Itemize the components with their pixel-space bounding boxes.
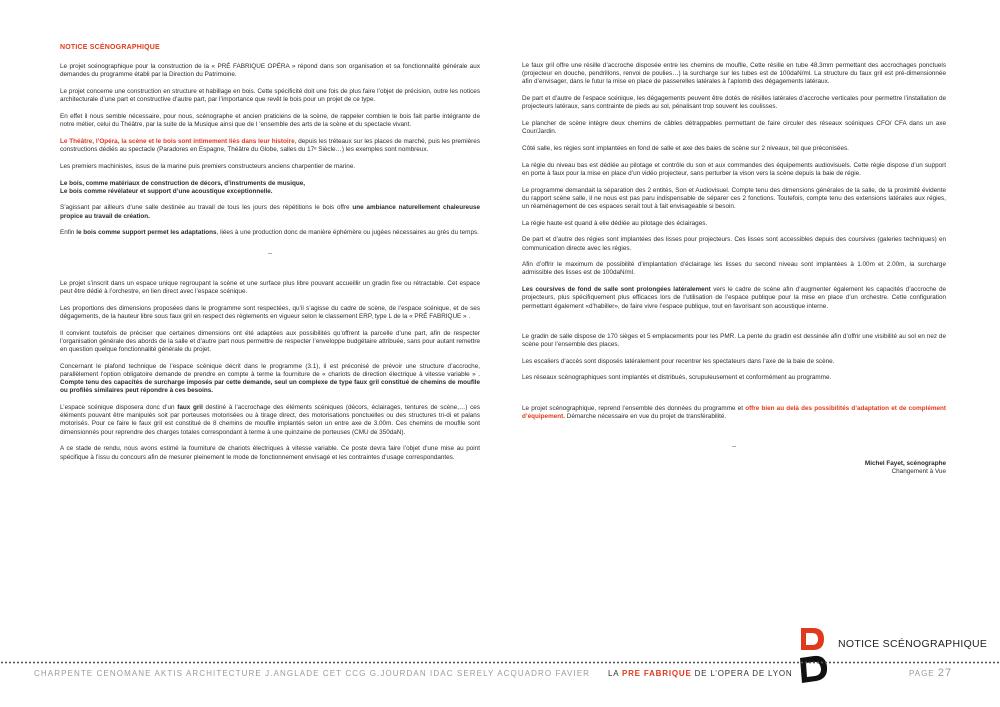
paragraph: Les coursives de fond de salle sont prolongées latéralement vers le cadre de scène afin d’augmenter également les capacités d’accroche de projecteurs, plus spécifiquement plus efficaces lors de l’utilisation de l’espace publique pour la mise en place d’un orchestre. Cette configuration permettant également «d’habiller», de faire vivre l’espace publique, tout en favorisant son acoustique interne. — [522, 286, 947, 310]
paragraph: Le projet s’inscrit dans un espace unique regroupant la scène et une surface plus libre pouvant accueillir un gradin fixe ou rétractable. Cet espace peut être dédié à l’orchestre, en lien direct avec l’espace scénique. — [60, 279, 480, 295]
paragraph: Le plancher de scène intègre deux chemins de câbles détrappables permettant de faire circuler des réseaux scéniques CFO/ CFA dans un axe Cour/Jardin. — [522, 120, 946, 136]
page-number: PAGE 27 — [909, 667, 953, 679]
section-title: NOTICE SCÉNOGRAPHIQUE — [60, 44, 160, 51]
paragraph: En effet il nous semble nécessaire, pour nous, scénographe et ancien praticiens de la scène, de rappeler combien le bois fait partie intégrante de notre métier, celui du Théâtre, par la suite de la Musique ainsi que de l ’ensemble des arts de la scène et du spectacle vivant. — [60, 113, 480, 129]
paragraph: La régie haute est quand à elle dédiée au pilotage des éclairages. — [522, 219, 708, 227]
dotted-divider — [0, 661, 1000, 664]
footer-partners: CHARPENTE CENOMANE AKTIS ARCHITECTURE J.ANGLADE CET CCG G.JOURDAN IDAC SERELY ACQUADRO FAVIER — [34, 669, 591, 678]
paragraph: Les premiers machinistes, issus de la marine puis premiers constructeurs anciens charpentier de marine. — [60, 162, 356, 170]
paragraph-bold: Le bois, comme matériaux de construction de décors, d’instruments de musique, — [60, 179, 305, 187]
paragraph: L’espace scénique disposera donc d’un faux gril destiné à l’accrochage des éléments scéniques (décors, éclairages, tentures de scène,…) ces éléments pouvant être manipulés soit par porteuses motorisées ou à tirage direct, des motorisations ponctuelles ou des structures tri-di et palans motorisés. Pour ce faire le faux gril est constitué de 8 chemins de mouflle implantés selon un entre axe de 3.00m. Ces chemins de mouflle sont dimensionnés pour reprendre des charges totales correspondant à terme à une quinzaine de porteuses (CMU de 350daN). — [60, 403, 480, 436]
paragraph: S’agissant par ailleurs d’une salle destinée au travail de tous les jours des répétitions le bois offre une ambiance naturellement chaleureuse propice au travail de création. — [60, 204, 481, 220]
paragraph: Afin d’offrir le maximum de possibilité d’implantation d’éclairage les lisses du second niveau sont implantées à 1.00m et 2.00m, la surcharge admissible des lisses est de 100daN/ml. — [522, 261, 946, 277]
pre-fabrique-logo-icon — [798, 625, 834, 687]
separator: -- — [267, 249, 273, 257]
paragraph: De part et d’autre de l’espace scénique, les dégagements peuvent être dotés de résilles latérales d’accroche verticales pour permettre l’installation de projecteurs latéraux, sans contrainte de pieds au sol, pénalisant trop souvent les coulisses. — [522, 95, 946, 111]
signature-name: Michel Fayet, scénographe — [864, 459, 946, 467]
paragraph: Il convient toutefois de préciser que certaines dimensions ont été adaptées aux possibilités qu’offrent la parcelle d’une part, afin de respecter l’organisation générale des abords de la salle et d’autre part nous permettre de respecter l’enveloppe budgétaire attribuée, sans pour autant remettre en question quelque fonctionnalité générale du projet. — [60, 329, 480, 353]
footer-project-title: LA PRE FABRIQUE DE L’OPERA DE LYON — [608, 669, 793, 678]
paragraph: Les escaliers d’accès sont disposés latéralement pour recentrer les spectateurs dans l’axe de la baie de scène. — [522, 357, 835, 365]
highlight-text: Le Théâtre, l’Opéra, la scène et le bois sont intimement liés dans leur histoire — [60, 137, 295, 145]
paragraph: La régie du niveau bas est dédiée au pilotage et contrôle du son et aux commandes des équipements audiovisuels. Cette régie dispose d’un support en porte à faux pour la mise en place d’un vidéo projecteur, sans perturber la vison vers la scène depuis la baie de régie. — [522, 161, 946, 177]
paragraph: De part et d’autre des régies sont implantées des lisses pour projecteurs. Ces lisses sont accessibles depuis des coursives (galeries techniques) en communication directe avec les régies. — [522, 236, 946, 252]
paragraph-bold: Le bois comme révélateur et support d’une acoustique exceptionnelle. — [60, 187, 273, 195]
right-column — [522, 62, 946, 476]
paragraph: Le faux gril offre une résille d’accroche disposée entre les chemins de mouflle, Cette résille en tube 48.3mm permettant des accrochages ponctuels (projecteur en douche, pendrillons, renvoi de poulies…) la surcharge sur les tubes est de 100daN/ml. La structure du faux gril est pré-dimensionnée afin d’envisager, dans le futur la mise en place de passerelles latérales à l’aplomb des dégagements latéraux. — [522, 62, 946, 86]
footer-section-title: NOTICE SCÉNOGRAPHIQUE — [838, 638, 988, 650]
signature-org: Changement à Vue — [891, 467, 946, 475]
paragraph: Les réseaux scénographiques sont implantés et distribués, scrupuleusement et conformément au programme. — [522, 374, 832, 382]
separator: -- — [731, 442, 737, 450]
highlight-text: offre bien au delà des possibilités d’adaptation et de complément d’équipement. — [522, 404, 947, 420]
paragraph: A ce stade de rendu, nous avons estimé la fourniture de chariots électriques à vitesse variable. Ce poste devra faire l’objet d’une mise au point spécifique à l’issu du concours afin de mesurer pleinement le mode de fonctionnement envisagé et les contraintes d’usage correspondantes. — [60, 445, 480, 461]
left-column — [60, 44, 480, 462]
paragraph: Le gradin de salle dispose de 170 sièges et 5 emplacements pour les PMR. La pente du gradin est dessinée afin d’offrir une visibilité au sol en nez de scène pour l’ensemble des places. — [522, 332, 946, 348]
paragraph: Le projet concerne une construction en structure et habillage en bois. Cette spécificité doit une fois de plus faire l’objet de précision, outre les notices architecturale d’une part et constructive d’autre part, par l’importance que revêt le bois pour un projet de ce type. — [60, 88, 480, 104]
paragraph: Les proportions des dimensions proposées dans le programme sont respectées, qu’il s’agisse du cadre de scène, de l’espace scénique, et de ses dégagements, de la hauteur libre sous faux gril en respect des règlements en vigueur selon le classement ERP, type L de la « PRÉ FABRIQUE » . — [60, 304, 480, 320]
paragraph: Le programme demandait la séparation des 2 entités, Son et Audiovisuel. Compte tenu des dimensions générales de la salle, de la proximité évidente du rapport scène salle, il ne nous est pas paru indispensable de séparer ces 2 fonctions. Toutefois, compte tenu des extensions latérales aux régies, un réaménagement de ces espaces serait tout à fait envisageable si besoin. — [522, 186, 946, 210]
paragraph: Concernant le plafond technique de l’espace scénique décrit dans le programme (3.1), il est préconisé de prévoir une structure d’accroche, parallèlement l’option obligatoire demande de prendre en compte à terme la fourniture de « chariots de direction électrique à vitesse variable » . Compte tenu des capacités de surcharge imposés par cette demande, seul un complexe de type faux gril constitué de chemins de mouflle ou profilés similaires peut répondre à ces besoins. — [60, 362, 480, 395]
paragraph: Le Théâtre, l’Opéra, la scène et le bois sont intimement liés dans leur histoire, depuis les tréteaux sur les places de marché, puis les premières constructions dédiés au spectacle (Paradores en Espagne, Théâtre du Globe, salles du 17ᵉ Siècle…) les exemples sont nombreux. — [60, 137, 480, 154]
paragraph: Enfin le bois comme support permet les adaptations, liées à une production donc de manière éphémère ou jugées nécessaires au grès du temps. — [60, 229, 479, 237]
paragraph: Le projet scénographique pour la construction de la « PRÉ FABRIQUE OPÉRA » répond dans son organisation et sa fonctionnalité générale aux demandes du programme établi par la Direction du Patrimoine. — [60, 63, 480, 79]
paragraph: Côté salle, les régies sont implantées en fond de salle et axe des baies de scène sur 2 niveaux, tel que préconisées. — [522, 144, 849, 152]
paragraph: Le projet scénographique, reprend l’ensemble des données du programme et offre bien au delà des possibilités d’adaptation et de complément d’équipement. Démarche nécessaire en vue du projet de transférabilité. — [522, 404, 947, 420]
